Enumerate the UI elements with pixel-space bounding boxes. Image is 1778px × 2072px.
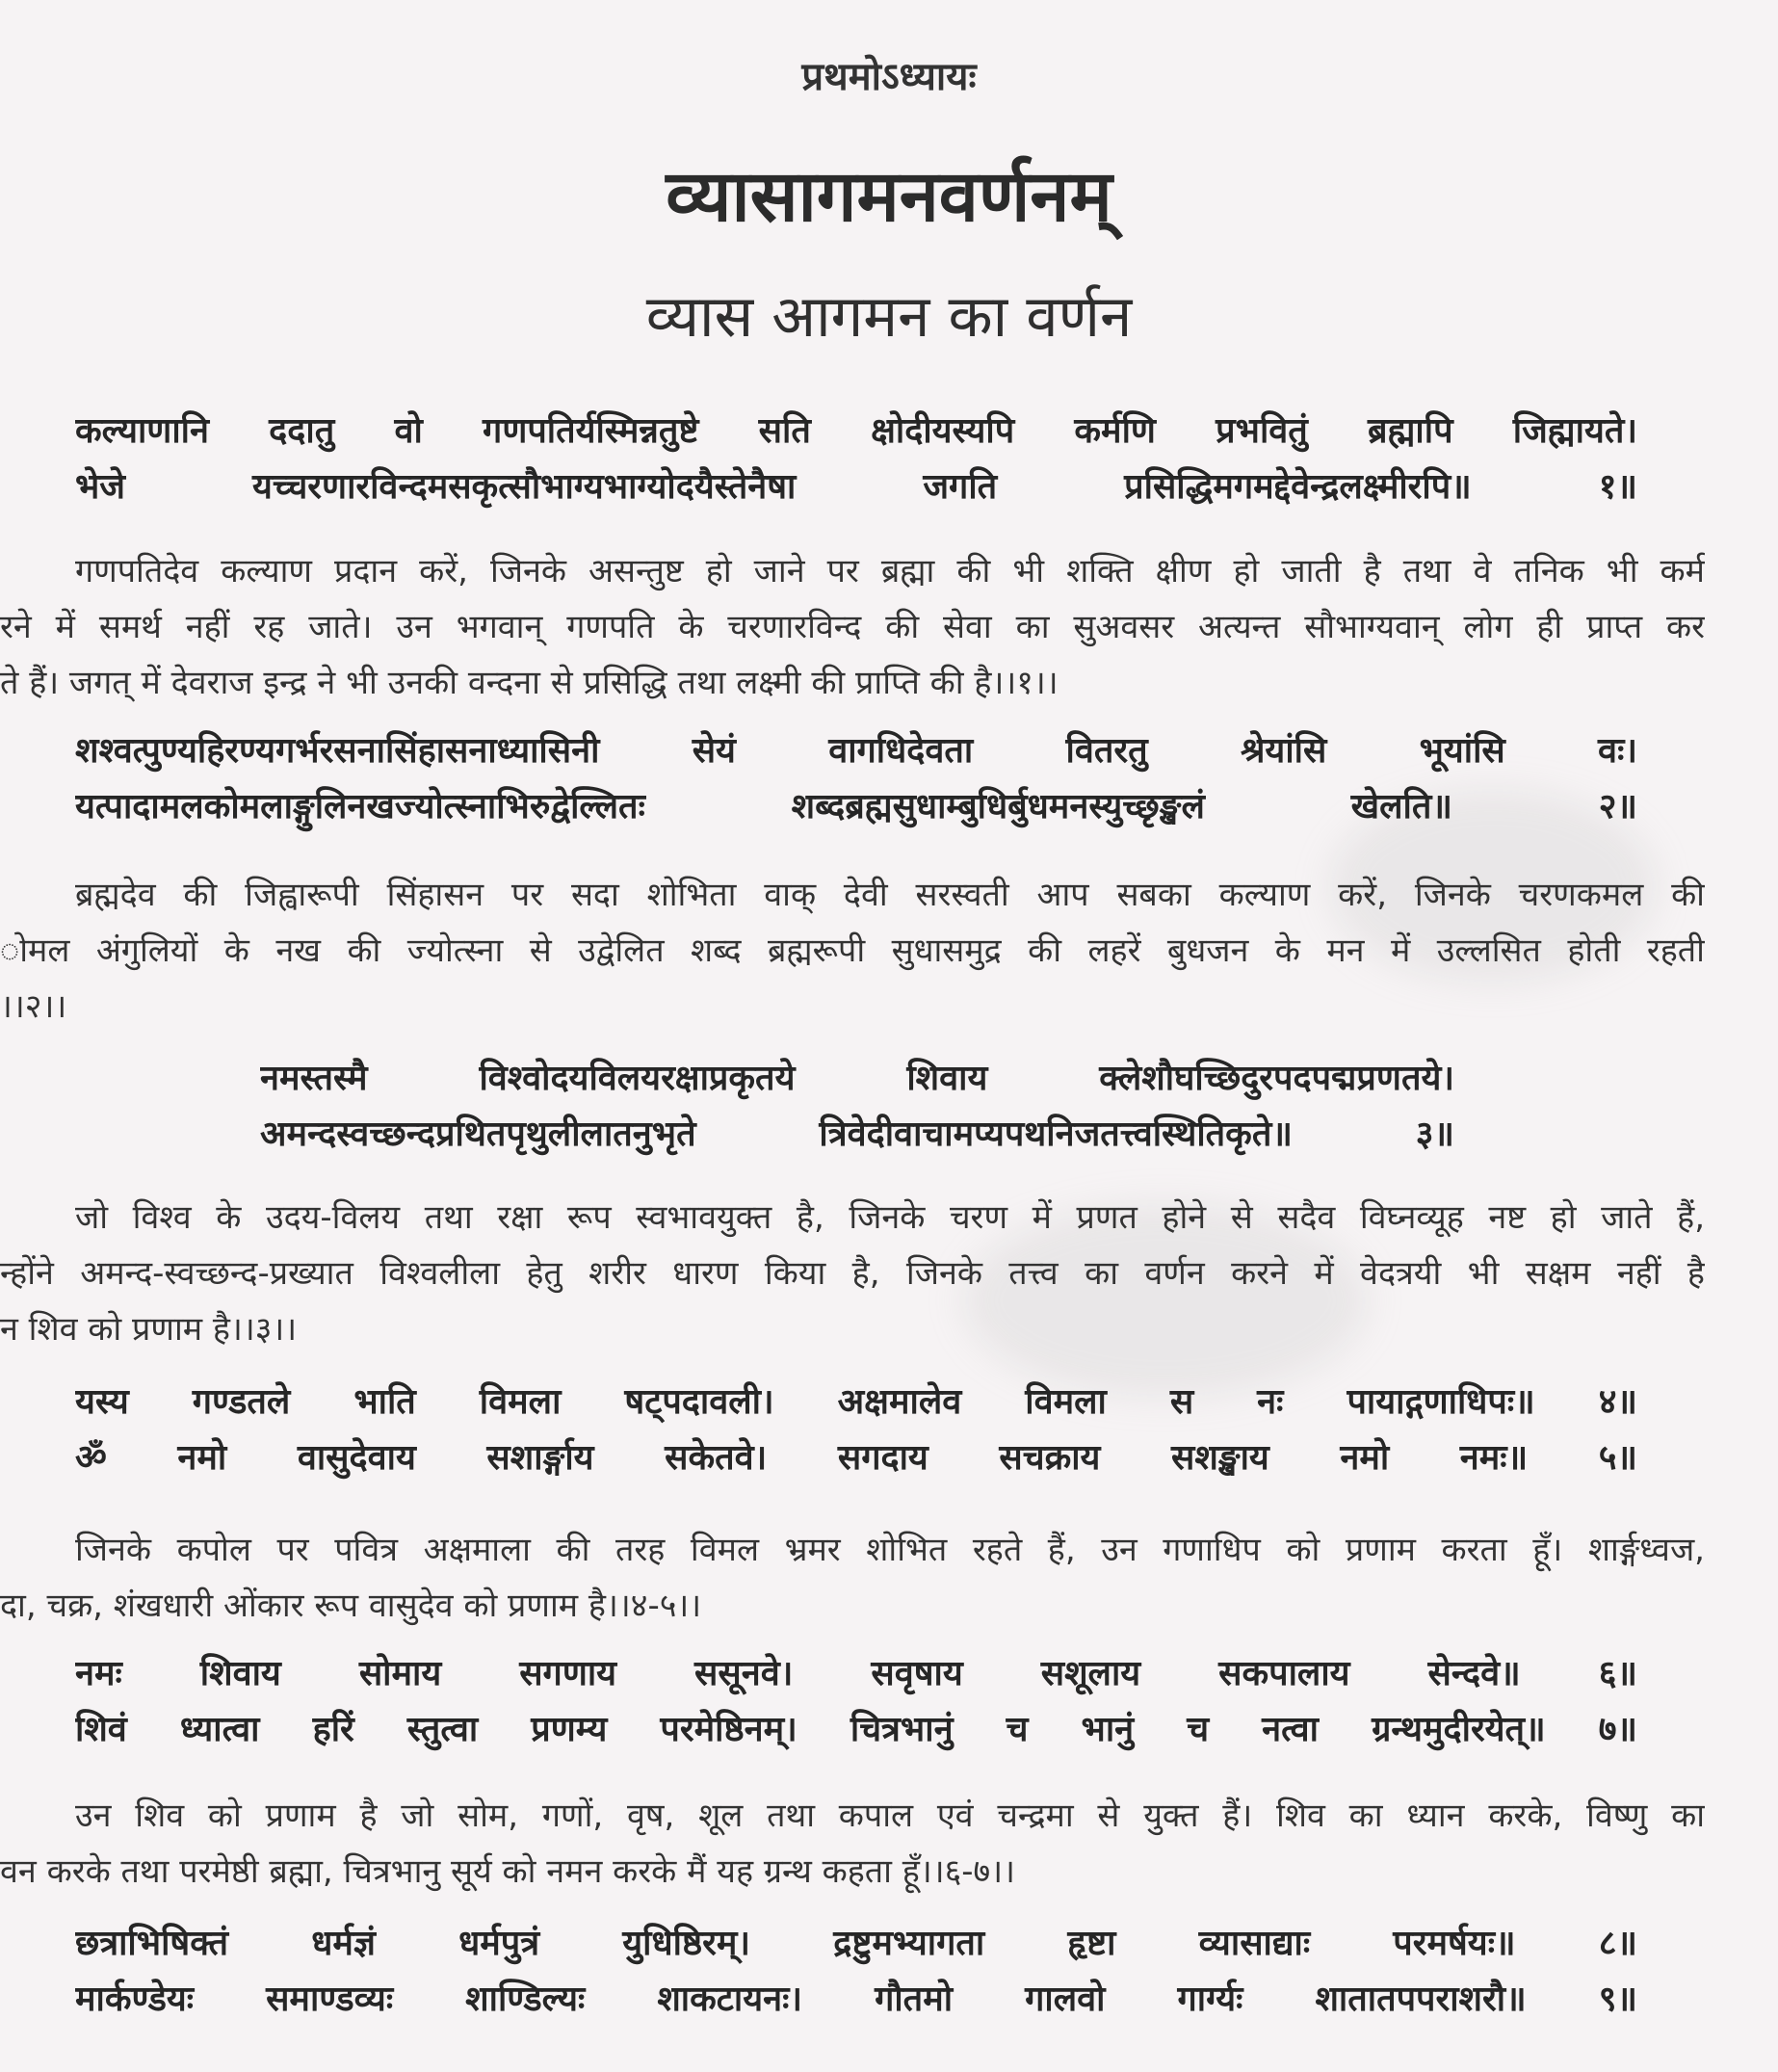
verse-line: नमः शिवाय सोमाय सगणाय ससूनवे। सवृषाय सशूलाय सकपालाय सेन्दवे॥ ६॥	[75, 1654, 1637, 1693]
verse-line: छत्राभिषिक्तं धर्मज्ञं धर्मपुत्रं युधिष्ठिरम्। द्रष्टुमभ्यागता हृष्टा व्यासाद्याः परमर्षयः॥ ८॥	[75, 1924, 1637, 1963]
verse-line: ॐ नमो वासुदेवाय सशार्ङ्गाय सकेतवे। सगदाय सचक्राय सशङ्खाय नमो नमः॥ ५॥	[75, 1438, 1637, 1478]
translation-line: ोमल अंगुलियों के नख की ज्योत्स्ना से उद्वेलित शब्द ब्रह्मरूपी सुधासमुद्र की लहरें बुधजन के मन में उल्लसित होती रहती	[0, 931, 1705, 970]
verse-line: अमन्दस्वच्छन्दप्रथितपृथुलीलातनुभृते त्रिवेदीवाचामप्यपथनिजतत्त्वस्थितिकृते॥ ३॥	[260, 1115, 1454, 1154]
translation-block-3	[0, 1190, 1705, 1357]
verse-block-3	[260, 1052, 1454, 1164]
verse-line: यत्पादामलकोमलाङ्गुलिनखज्योत्स्नाभिरुद्वेल्लितः शब्दब्रह्मसुधाम्बुधिर्बुधमनस्युच्छृङ्खलं खेलति॥ २॥	[75, 787, 1637, 826]
translation-line: उन शिव को प्रणाम है जो सोम, गणों, वृष, शूल तथा कपाल एवं चन्द्रमा से युक्त हैं। शिव का ध्यान करके, विष्णु का	[75, 1797, 1705, 1835]
verse-block-4	[75, 1376, 1637, 1487]
translation-line: दा, चक्र, शंखधारी ओंकार रूप वासुदेव को प्रणाम है।।४-५।।	[0, 1587, 702, 1625]
translation-line: जो विश्व के उदय-विलय तथा रक्षा रूप स्वभावयुक्त है, जिनके चरण में प्रणत होने से सदैव विघ्नव्यूह नष्ट हो जाते हैं,	[75, 1198, 1705, 1237]
translation-line: न्होंने अमन्द-स्वच्छन्द-प्रख्यात विश्वलीला हेतु शरीर धारण किया है, जिनके तत्त्व का वर्णन करने में वेदत्रयी भी सक्षम नहीं है	[0, 1254, 1705, 1293]
translation-block-1	[0, 543, 1705, 711]
verse-line: मार्कण्डेयः समाण्डव्यः शाण्डिल्यः शाकटायनः। गौतमो गालवो गार्ग्यः शातातपपराशरौ॥ ९॥	[75, 1980, 1637, 2019]
verse-block-1	[75, 405, 1637, 516]
verse-line: नमस्तस्मै विश्वोदयविलयरक्षाप्रकृतये शिवाय क्लेशौघच्छिदुरपदपद्मप्रणतये।	[260, 1059, 1454, 1098]
translation-line: ब्रह्मदेव की जिह्वारूपी सिंहासन पर सदा शोभिता वाक् देवी सरस्वती आप सबका कल्याण करें, जिनके चरणकमल की	[75, 876, 1705, 914]
page-subtitle: व्यास आगमन का वर्णन	[645, 283, 1133, 351]
verse-block-5	[75, 1647, 1637, 1759]
translation-line: ।।२।।	[0, 987, 67, 1026]
translation-block-2	[0, 867, 1705, 1035]
translation-line: रने में समर्थ नहीं रह जाते। उन भगवान् गणपति के चरणारविन्द की सेवा का सुअवसर अत्यन्त सौभाग्यवान् लोग ही प्राप्त कर	[0, 608, 1705, 646]
translation-line: गणपतिदेव कल्याण प्रदान करें, जिनके असन्तुष्ट हो जाने पर ब्रह्मा की भी शक्ति क्षीण हो जाती है तथा वे तनिक भी कर्म	[75, 552, 1705, 590]
verse-line: यस्य गण्डतले भाति विमला षट्पदावली। अक्षमालेव विमला स नः पायाद्गणाधिपः॥ ४॥	[75, 1382, 1637, 1422]
translation-block-5	[0, 1788, 1705, 1900]
translation-line: जिनके कपोल पर पवित्र अक्षमाला की तरह विमल भ्रमर शोभित रहते हैं, उन गणाधिप को प्रणाम करता हूँ। शार्ङ्गध्वज,	[75, 1531, 1705, 1569]
verse-line: शश्वत्पुण्यहिरण्यगर्भरसनासिंहासनाध्यासिनी सेयं वागधिदेवता वितरतु श्रेयांसि भूयांसि वः।	[75, 731, 1637, 771]
verse-block-6	[75, 1917, 1637, 2029]
chapter-heading: प्रथमोऽध्यायः	[801, 55, 977, 99]
verse-line: कल्याणानि ददातु वो गणपतिर्यस्मिन्नतुष्टे सति क्षोदीयस्यपि कर्मणि प्रभवितुं ब्रह्मापि जिह्मायते।	[75, 411, 1637, 451]
translation-line: ते हैं। जगत् में देवराज इन्द्र ने भी उनकी वन्दना से प्रसिद्धि तथा लक्ष्मी की प्राप्ति की है।।१।।	[0, 664, 1059, 702]
translation-line: न शिव को प्रणाम है।।३।।	[0, 1310, 298, 1349]
page-title: व्यासागमनवर्णनम्	[666, 155, 1112, 238]
verse-line: शिवं ध्यात्वा हरिं स्तुत्वा प्रणम्य परमेष्ठिनम्। चित्रभानुं च भानुं च नत्वा ग्रन्थमुदीरयेत्॥ ७॥	[75, 1710, 1637, 1749]
translation-line: वन करके तथा परमेष्ठी ब्रह्मा, चित्रभानु सूर्य को नमन करके मैं यह ग्रन्थ कहता हूँ।।६-७।।	[0, 1852, 1015, 1891]
verse-line: भेजे यच्चरणारविन्दमसकृत्सौभाग्यभाग्योदयैस्तेनैषा जगति प्रसिद्धिमगमद्देवेन्द्रलक्ष्मीरपि॥ १॥	[75, 467, 1637, 507]
verse-block-2	[75, 724, 1637, 836]
translation-block-4	[0, 1522, 1705, 1634]
